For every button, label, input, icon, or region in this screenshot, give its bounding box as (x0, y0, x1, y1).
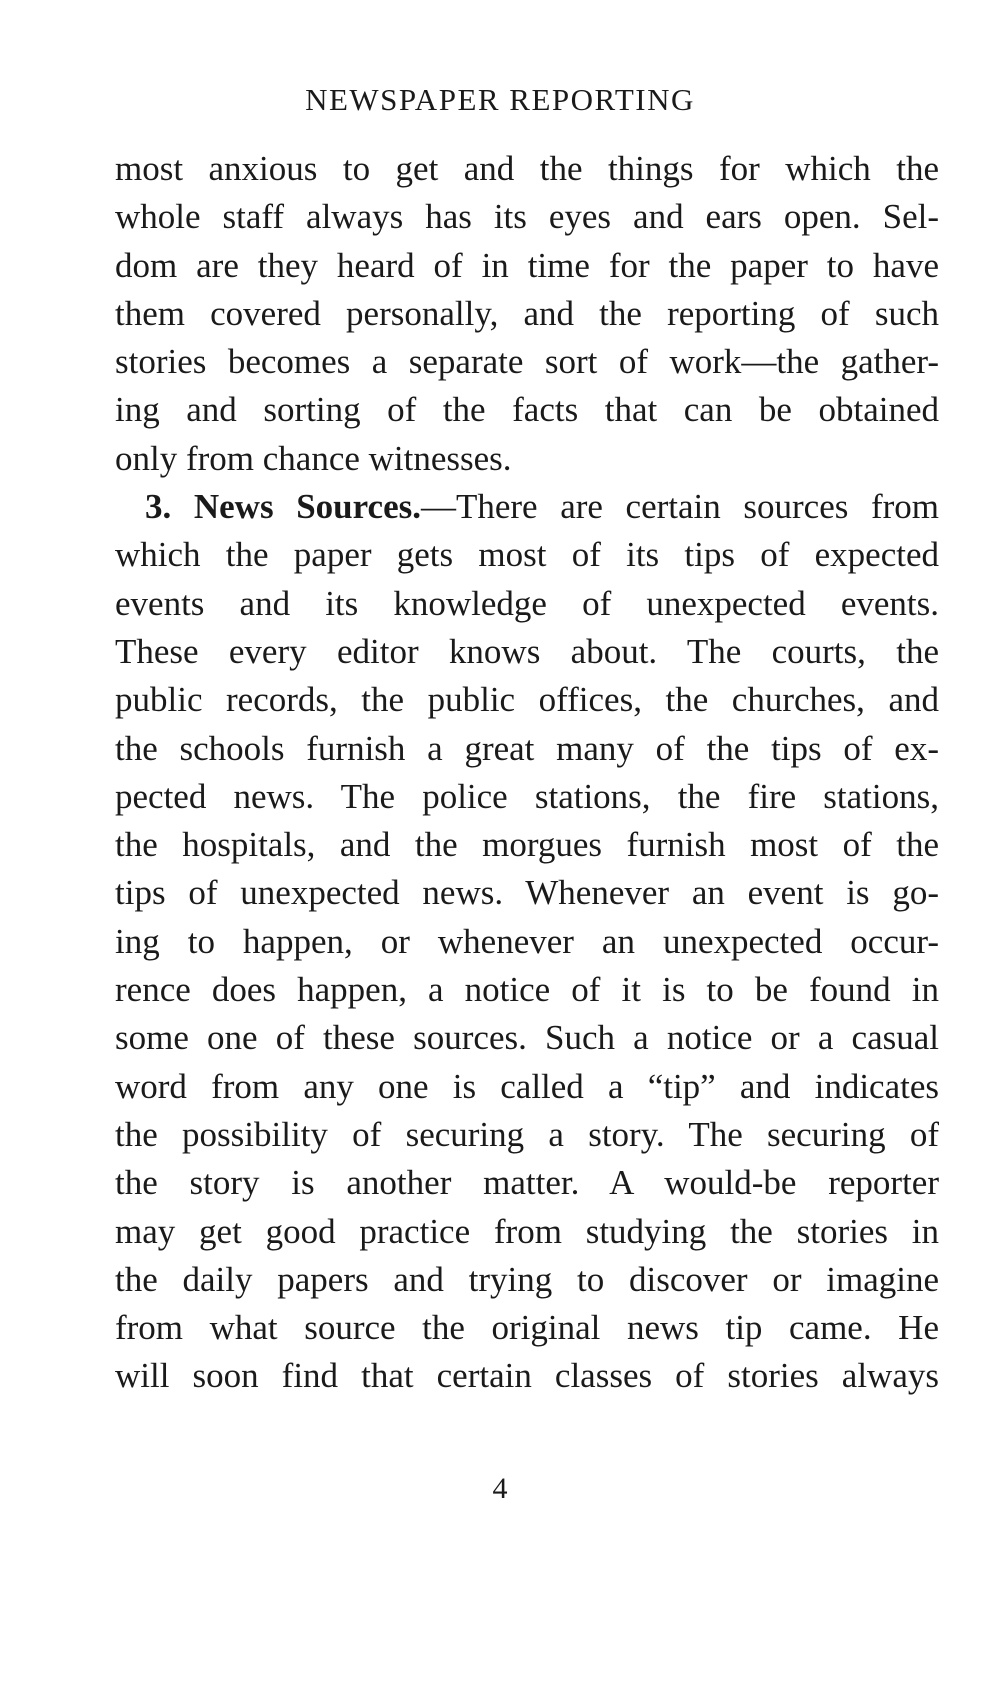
text-line: the hospitals, and the morgues furnish most of the (115, 825, 939, 865)
text-line: word from any one is called a “tip” and indicates (115, 1066, 939, 1106)
text-line: some one of these sources. Such a notice or a casual (115, 1018, 939, 1058)
text-line: will soon find that certain classes of stories always (115, 1356, 939, 1396)
text-line: tips of unexpected news. Whenever an event is go- (115, 873, 939, 913)
text-line: the story is another matter. A would-be reporter (115, 1163, 939, 1203)
text-line: only from chance witnesses. (115, 438, 512, 478)
text-line: may get good practice from studying the stories in (115, 1211, 939, 1251)
text-line: dom are they heard of in time for the paper to have (115, 245, 939, 285)
paragraph-2 (115, 483, 939, 1401)
page-number: 4 (492, 1472, 508, 1505)
text-line: These every editor knows about. The courts, the (115, 631, 939, 671)
text-line: events and its knowledge of unexpected events. (115, 583, 939, 623)
text-line: whole staff always has its eyes and ears open. Sel- (115, 197, 939, 237)
text-line: pected news. The police stations, the fire stations, (115, 776, 939, 816)
text-line: public records, the public offices, the churches, and (115, 680, 939, 720)
text-run: —There are certain sources from (420, 487, 939, 527)
text-line: the possibility of securing a story. The securing of (115, 1114, 939, 1154)
text-line: them covered personally, and the reporting of such (115, 293, 939, 333)
text-line: from what source the original news tip came. He (115, 1308, 939, 1348)
text-line: the schools furnish a great many of the tips of ex- (115, 728, 939, 768)
text-line: ing and sorting of the facts that can be obtained (115, 390, 939, 430)
text-line: the daily papers and trying to discover or imagine (115, 1259, 939, 1299)
text-line: which the paper gets most of its tips of expected (115, 535, 939, 575)
text-line: stories becomes a separate sort of work—the gather- (115, 342, 939, 382)
section-heading: 3. News Sources. (145, 487, 421, 527)
running-title: NEWSPAPER REPORTING (305, 82, 695, 117)
paragraph-1 (115, 145, 939, 483)
text-line: ing to happen, or whenever an unexpected occur- (115, 921, 939, 961)
body-text (115, 145, 939, 1401)
text-line: rence does happen, a notice of it is to be found in (115, 970, 939, 1010)
section-first-line (115, 483, 939, 531)
text-line: most anxious to get and the things for which the (115, 149, 939, 188)
